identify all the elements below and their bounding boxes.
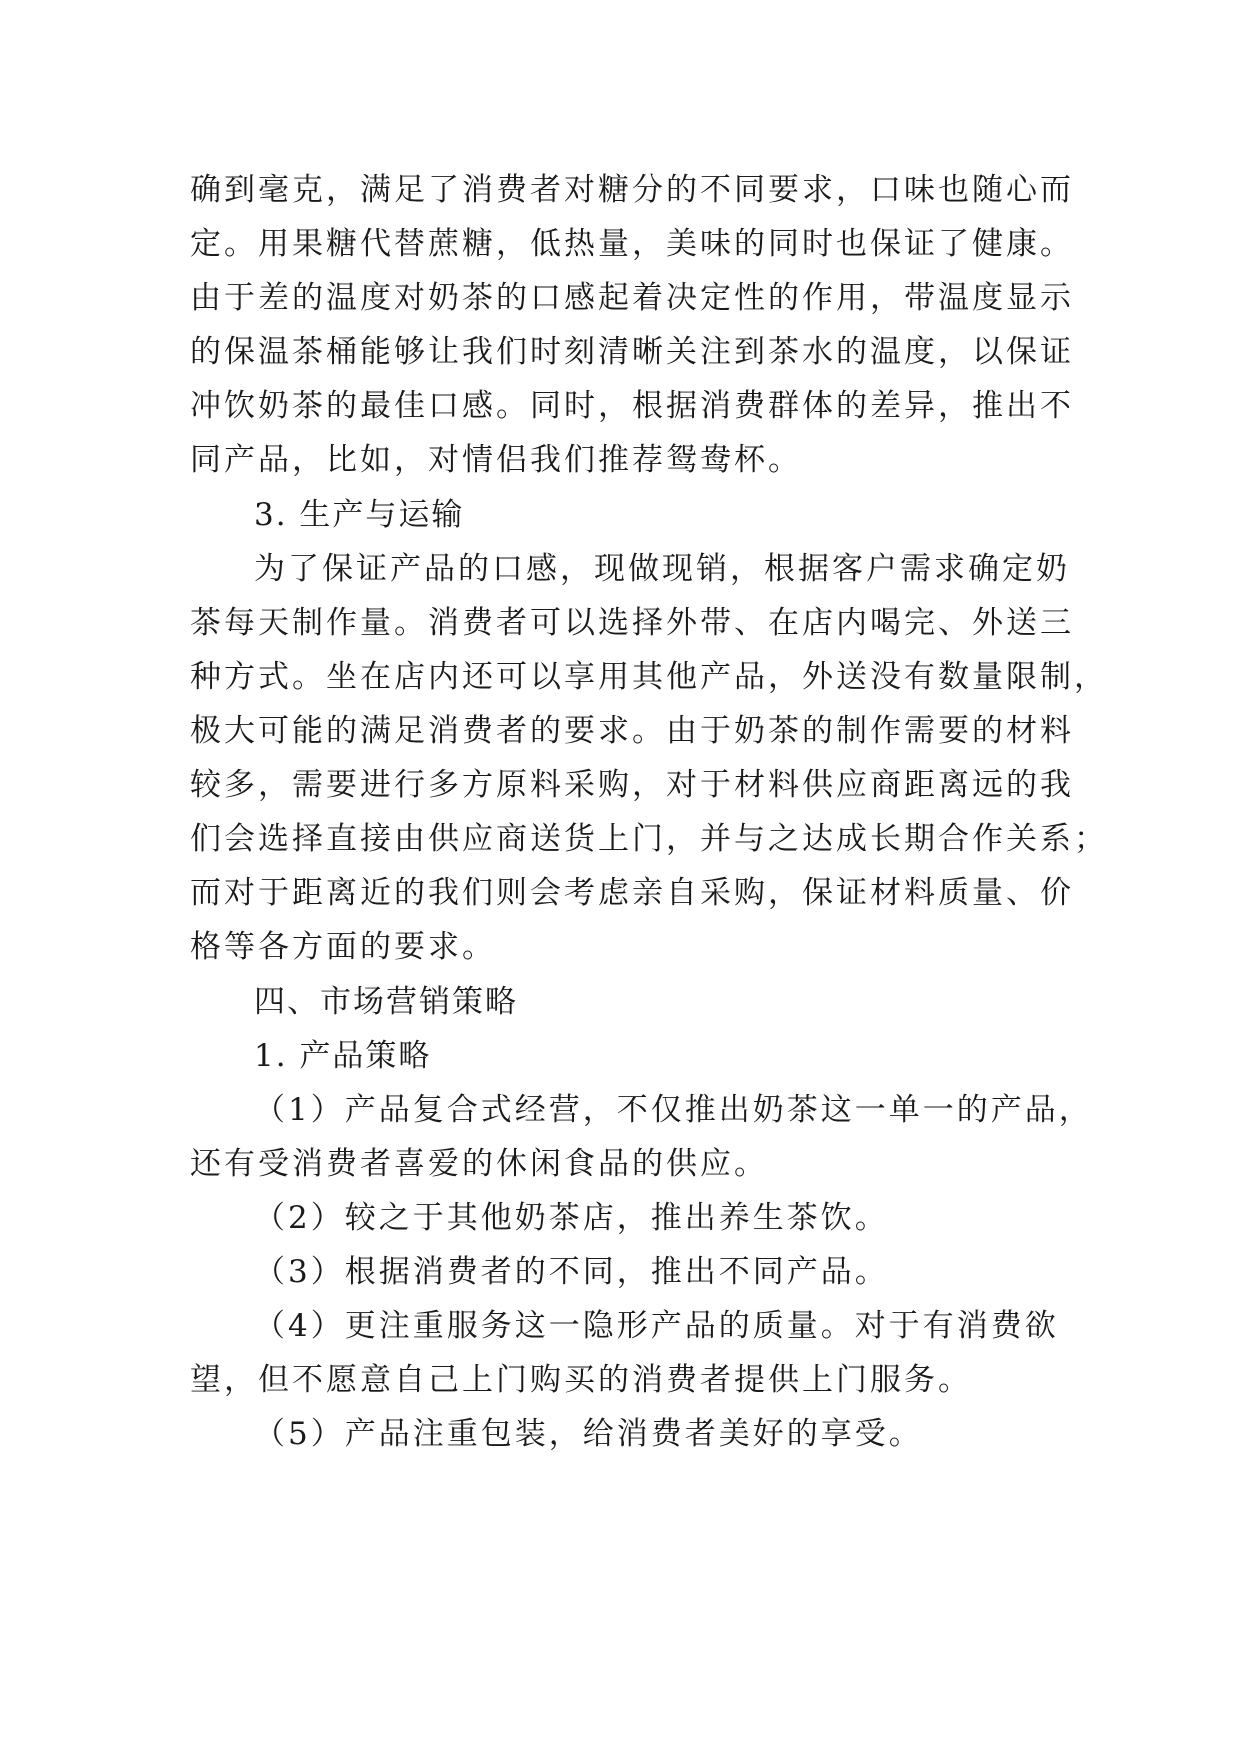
- paragraph-line: 的保温茶桶能够让我们时刻清晰关注到茶水的温度，以保证: [190, 334, 1074, 370]
- paragraph-line: 较多，需要进行多方原料采购，对于材料供应商距离远的我: [190, 767, 1074, 803]
- paragraph-line: 们会选择直接由供应商送货上门，并与之达成长期合作关系；: [190, 821, 1108, 857]
- paragraph-line: 茶每天制作量。消费者可以选择外带、在店内喝完、外送三: [190, 605, 1074, 641]
- list-item-line: （1）产品复合式经营，不仅推出奶茶这一单一的产品，: [254, 1092, 1093, 1128]
- paragraph-line: 极大可能的满足消费者的要求。由于奶茶的制作需要的材料: [190, 713, 1074, 749]
- paragraph-line: 为了保证产品的口感，现做现销，根据客户需求确定奶: [254, 551, 1070, 587]
- section-heading-marketing: 四、市场营销策略: [254, 984, 518, 1020]
- section-heading-production: 3. 生产与运输: [254, 497, 465, 533]
- paragraph-line: 同产品，比如，对情侣我们推荐鸳鸯杯。: [190, 442, 802, 478]
- paragraph-line: 冲饮奶茶的最佳口感。同时，根据消费群体的差异，推出不: [190, 388, 1074, 424]
- list-item-line: （2）较之于其他奶茶店，推出养生茶饮。: [254, 1200, 889, 1236]
- list-item-line: （5）产品注重包装，给消费者美好的享受。: [254, 1416, 923, 1452]
- list-item-line: （4）更注重服务这一隐形产品的质量。对于有消费欲: [254, 1308, 1059, 1344]
- paragraph-line: 种方式。坐在店内还可以享用其他产品，外送没有数量限制，: [190, 659, 1108, 695]
- paragraph-line: 格等各方面的要求。: [190, 929, 496, 965]
- paragraph-line: 而对于距离近的我们则会考虑亲自采购，保证材料质量、价: [190, 875, 1074, 911]
- list-item-line: （3）根据消费者的不同，推出不同产品。: [254, 1254, 889, 1290]
- paragraph-line: 由于差的温度对奶茶的口感起着决定性的作用，带温度显示: [190, 280, 1074, 316]
- paragraph-line: 确到毫克，满足了消费者对糖分的不同要求，口味也随心而: [190, 172, 1074, 208]
- list-item-line: 望，但不愿意自己上门购买的消费者提供上门服务。: [190, 1362, 972, 1398]
- list-item-line: 还有受消费者喜爱的休闲食品的供应。: [190, 1146, 768, 1182]
- section-heading-product-strategy: 1. 产品策略: [254, 1038, 432, 1074]
- paragraph-line: 定。用果糖代替蔗糖，低热量，美味的同时也保证了健康。: [190, 226, 1074, 262]
